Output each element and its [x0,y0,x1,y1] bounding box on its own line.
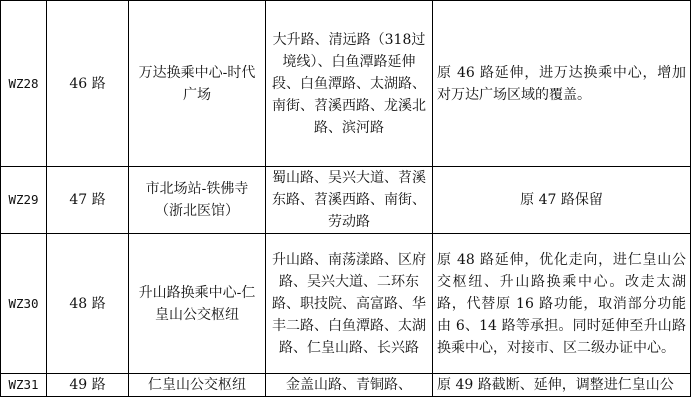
remark-cell: 原 48 路延伸，优化走向，进仁皇山公交枢纽、升山路换乘中心。改走太湖路，代替原 16 路功能，取消部分功能由 6、14 路等承担。同时延伸至升山路换乘中心，对接市、区二级办证中心。 [433,234,691,374]
route-number-cell: 47 路 [47,167,129,234]
roads-cell: 蜀山路、吴兴大道、苕溪东路、苕溪西路、南街、劳动路 [266,167,433,234]
route-number-cell: 49 路 [47,374,129,397]
route-code-cell: WZ31 [1,374,47,397]
route-code-cell: WZ28 [1,1,47,167]
terminal-cell: 万达换乘中心-时代广场 [129,1,266,167]
terminal-cell: 升山路换乘中心-仁皇山公交枢纽 [129,234,266,374]
route-number-cell: 48 路 [47,234,129,374]
remark-cell: 原 46 路延伸，进万达换乘中心，增加对万达广场区域的覆盖。 [433,1,691,167]
table-row [1,374,691,397]
remark-cell: 原 49 路截断、延伸，调整进仁皇山公 [433,374,691,397]
terminal-cell: 市北场站-铁佛寺（浙北医馆） [129,167,266,234]
table-row [1,1,691,167]
terminal-cell: 仁皇山公交枢纽 [129,374,266,397]
table-row [1,167,691,234]
route-code-cell: WZ29 [1,167,47,234]
table-row [1,234,691,374]
route-number-cell: 46 路 [47,1,129,167]
roads-cell: 大升路、清远路（318过境线）、白鱼潭路延伸段、白鱼潭路、太湖路、南街、苕溪西路、龙溪北路、滨河路 [266,1,433,167]
remark-cell: 原 47 路保留 [433,167,691,234]
route-code-cell: WZ30 [1,234,47,374]
roads-cell: 金盖山路、青铜路、 [266,374,433,397]
roads-cell: 升山路、南荡漾路、区府路、吴兴大道、二环东路、职技院、高富路、华丰二路、白鱼潭路、太湖路、仁皇山路、长兴路 [266,234,433,374]
